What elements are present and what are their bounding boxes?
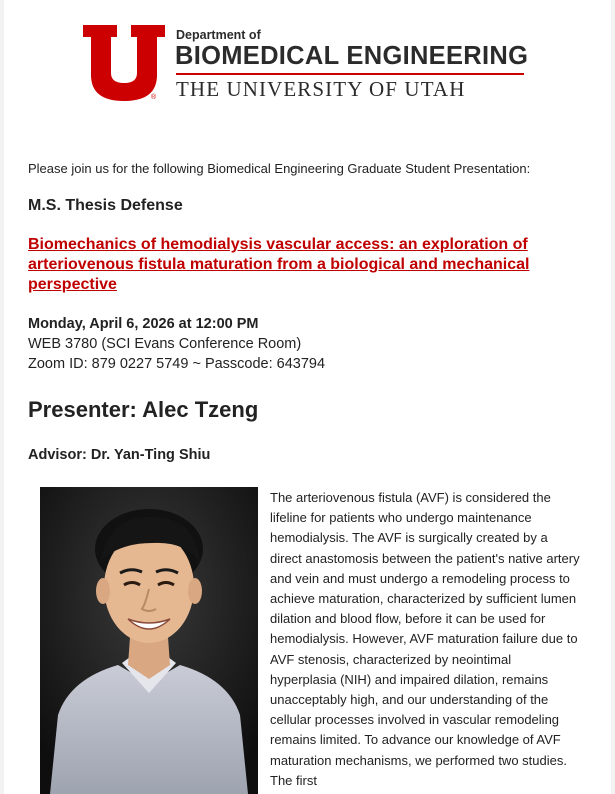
presenter-photo: [40, 487, 258, 794]
presenter-heading: Presenter: Alec Tzeng: [28, 397, 259, 422]
abstract-text: The arteriovenous fistula (AVF) is considered the lifeline for patients who undergo maintenance hemodialysis. The AVF is surgically created by a direct anastomosis between the patient's native artery and vein and must undergo a remodeling process to achieve maturation, characterized by sufficient lumen dilation and blood flow, before it can be used for hemodialysis. However, AVF maturation failure due to AVF stenosis, characterized by neointimal hyperplasia (NIH) and impaired dilation, remains unacceptably high, and our understanding of the cellular processes involved in vascular remodeling remains limited. To advance our knowledge of AVF maturation mechanisms, we performed two studies. The first: [270, 490, 580, 788]
registered-mark: ®: [151, 94, 157, 101]
right-frame-border: [611, 0, 615, 794]
advisor-line: Advisor: Dr. Yan-Ting Shiu: [28, 447, 211, 463]
header-divider: [176, 73, 524, 75]
event-date-time: Monday, April 6, 2026 at 12:00 PM: [28, 316, 259, 332]
university-name: THE UNIVERSITY OF UTAH: [176, 77, 466, 101]
event-location: WEB 3780 (SCI Evans Conference Room): [28, 336, 302, 352]
university-logo: [83, 25, 529, 105]
presenter-portrait-icon: [40, 487, 258, 794]
block-u-logo-icon: [83, 25, 165, 101]
event-type: M.S. Thesis Defense: [28, 197, 183, 214]
left-frame-border: [0, 0, 4, 794]
zoom-details: Zoom ID: 879 0227 5749 ~ Passcode: 643794: [28, 356, 326, 372]
department-of-label: Department of: [176, 28, 261, 42]
department-name: BIOMEDICAL ENGINEERING: [175, 42, 529, 70]
intro-text: Please join us for the following Biomedical Engineering Graduate Student Presentation:: [28, 161, 531, 176]
thesis-title-link[interactable]: Biomechanics of hemodialysis vascular access: an exploration of arteriovenous fistula maturation from a biological and mechanical perspective: [28, 236, 530, 293]
